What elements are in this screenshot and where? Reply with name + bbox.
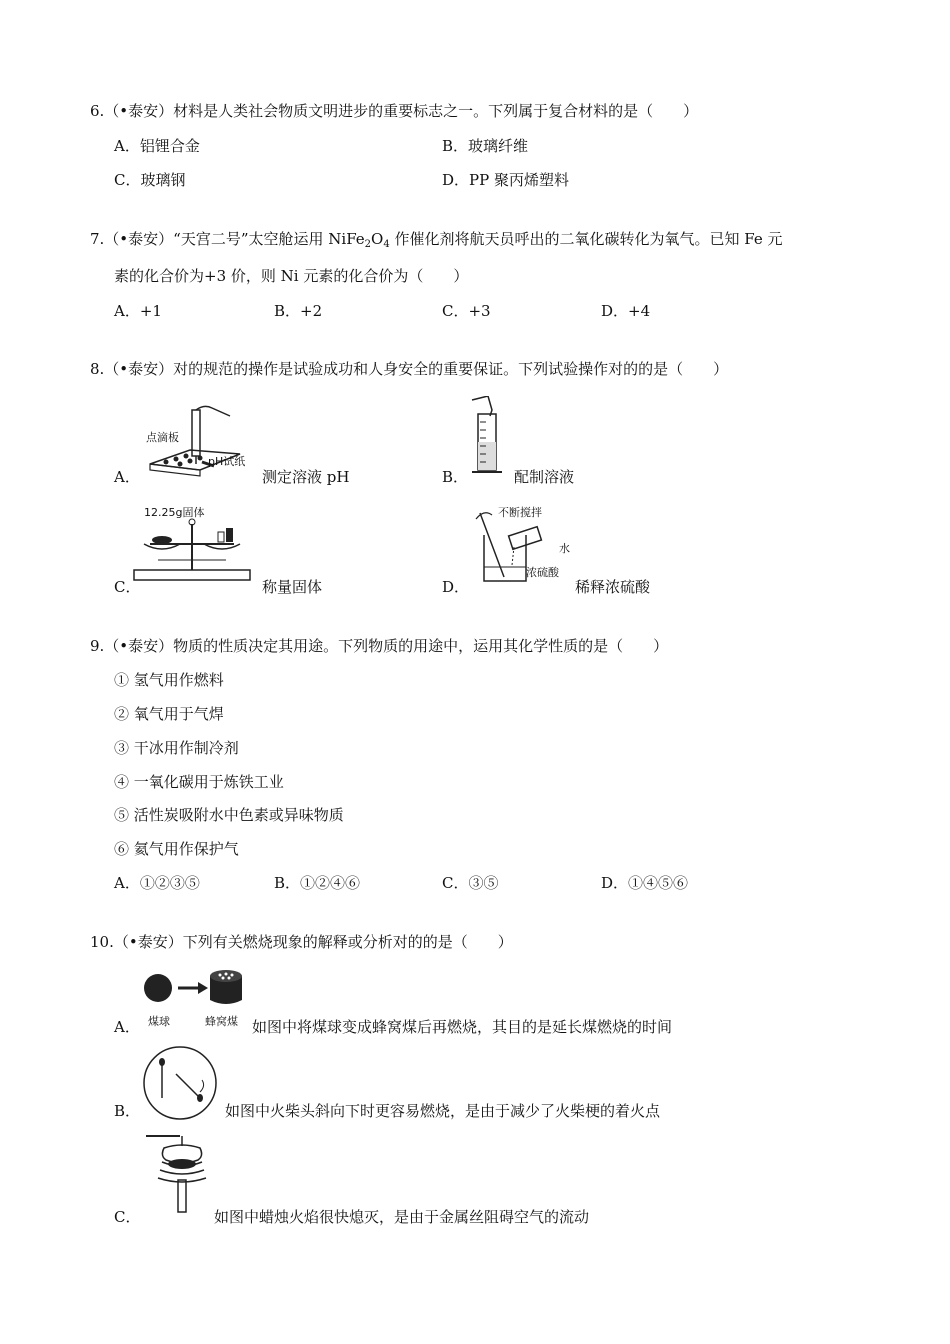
question-9-item: ② 氧气用于气焊 — [114, 705, 224, 723]
question-7-option-d: D．+4 — [601, 302, 651, 320]
question-8-option-c-caption: 称量固体 — [262, 578, 323, 596]
question-8-option-a-caption: 测定溶液 pH — [262, 468, 350, 486]
acid-dilution-label-stir: 不断搅拌 — [498, 506, 542, 519]
question-10-option-c-caption: 如图中蜡烛火焰很快熄灭，是由于金属丝阻碍空气的流动 — [214, 1208, 590, 1226]
question-7-option-a: A．+1 — [114, 302, 162, 320]
question-9-option-a: A．①②③⑤ — [114, 874, 200, 892]
matches-illustration — [140, 1044, 220, 1122]
question-7-stem-part: 作催化剂将航天员呼出的二氧化碳转化为氧气。已知 Fe 元 — [389, 230, 783, 248]
candle-with-wire-illustration — [142, 1130, 214, 1216]
coal-label-honeycomb: 蜂窝煤 — [205, 1015, 238, 1028]
question-9-item: ④ 一氧化碳用于炼铁工业 — [114, 773, 284, 791]
question-6-stem: 6.（•泰安）材料是人类社会物质文明进步的重要标志之一。下列属于复合材料的是（ ） — [90, 102, 699, 120]
ph-test-label-paper: pH试纸 — [208, 455, 246, 468]
question-8-stem: 8.（•泰安）对的规范的操作是试验成功和人身安全的重要保证。下列试验操作对的的是（ ） — [90, 360, 729, 378]
question-10-option-b-letter: B． — [114, 1102, 141, 1120]
question-8-option-b-letter: B． — [442, 468, 469, 486]
subscript: 2 — [364, 239, 372, 250]
graduated-cylinder-illustration — [468, 396, 512, 478]
question-9-item: ⑤ 活性炭吸附水中色素或异味物质 — [114, 806, 344, 824]
acid-dilution-label-water: 水 — [559, 542, 570, 555]
question-7-stem-part: O — [371, 230, 384, 248]
question-6-option-a: A．铝锂合金 — [114, 137, 200, 155]
question-9-item: ⑥ 氦气用作保护气 — [114, 840, 239, 858]
question-6-option-d: D．PP 聚丙烯塑料 — [442, 171, 569, 189]
question-10-option-b-caption: 如图中火柴头斜向下时更容易燃烧，是由于减少了火柴梗的着火点 — [225, 1102, 661, 1120]
question-8-option-d-caption: 稀释浓硫酸 — [575, 578, 651, 596]
question-7-option-c: C．+3 — [442, 302, 491, 320]
question-8-option-d-letter: D． — [442, 578, 470, 596]
question-8-option-c-letter: C． — [114, 578, 141, 596]
question-8-option-b-caption: 配制溶液 — [514, 468, 575, 486]
question-7-stem-part: 7.（•泰安）“天宫二号”太空舱运用 NiFe — [90, 230, 365, 248]
question-6-option-c: C．玻璃钢 — [114, 171, 186, 189]
question-10-option-a-letter: A． — [114, 1018, 140, 1036]
question-10-stem: 10.（•泰安）下列有关燃烧现象的解释或分析对的的是（ ） — [90, 933, 513, 951]
coal-label-ball: 煤球 — [148, 1015, 170, 1028]
question-7-stem — [90, 229, 783, 255]
question-9-option-c: C．③⑤ — [442, 874, 499, 892]
question-9-stem: 9.（•泰安）物质的性质决定其用途。下列物质的用途中，运用其化学性质的是（ ） — [90, 637, 669, 655]
question-6-option-b: B．玻璃纤维 — [442, 137, 529, 155]
question-9-item: ① 氢气用作燃料 — [114, 671, 224, 689]
balance-label-solid: 12.25g固体 — [144, 506, 205, 519]
question-9-item: ③ 干冰用作制冷剂 — [114, 739, 239, 757]
question-10-option-c-letter: C． — [114, 1208, 141, 1226]
question-10-option-a-caption: 如图中将煤球变成蜂窝煤后再燃烧，其目的是延长煤燃烧的时间 — [252, 1018, 673, 1036]
subscript: 4 — [383, 239, 390, 250]
question-7-stem-line2: 素的化合价为+3 价，则 Ni 元素的化合价为（ ） — [114, 267, 469, 285]
ph-test-label-dish: 点滴板 — [146, 431, 179, 444]
question-7-option-b: B．+2 — [274, 302, 323, 320]
question-8-option-a-letter: A． — [114, 468, 140, 486]
question-9-option-b: B．①②④⑥ — [274, 874, 361, 892]
acid-dilution-label-acid: 浓硫酸 — [526, 566, 559, 579]
question-9-option-d: D．①④⑤⑥ — [601, 874, 689, 892]
coal-ball-to-honeycomb-illustration — [140, 966, 250, 1016]
